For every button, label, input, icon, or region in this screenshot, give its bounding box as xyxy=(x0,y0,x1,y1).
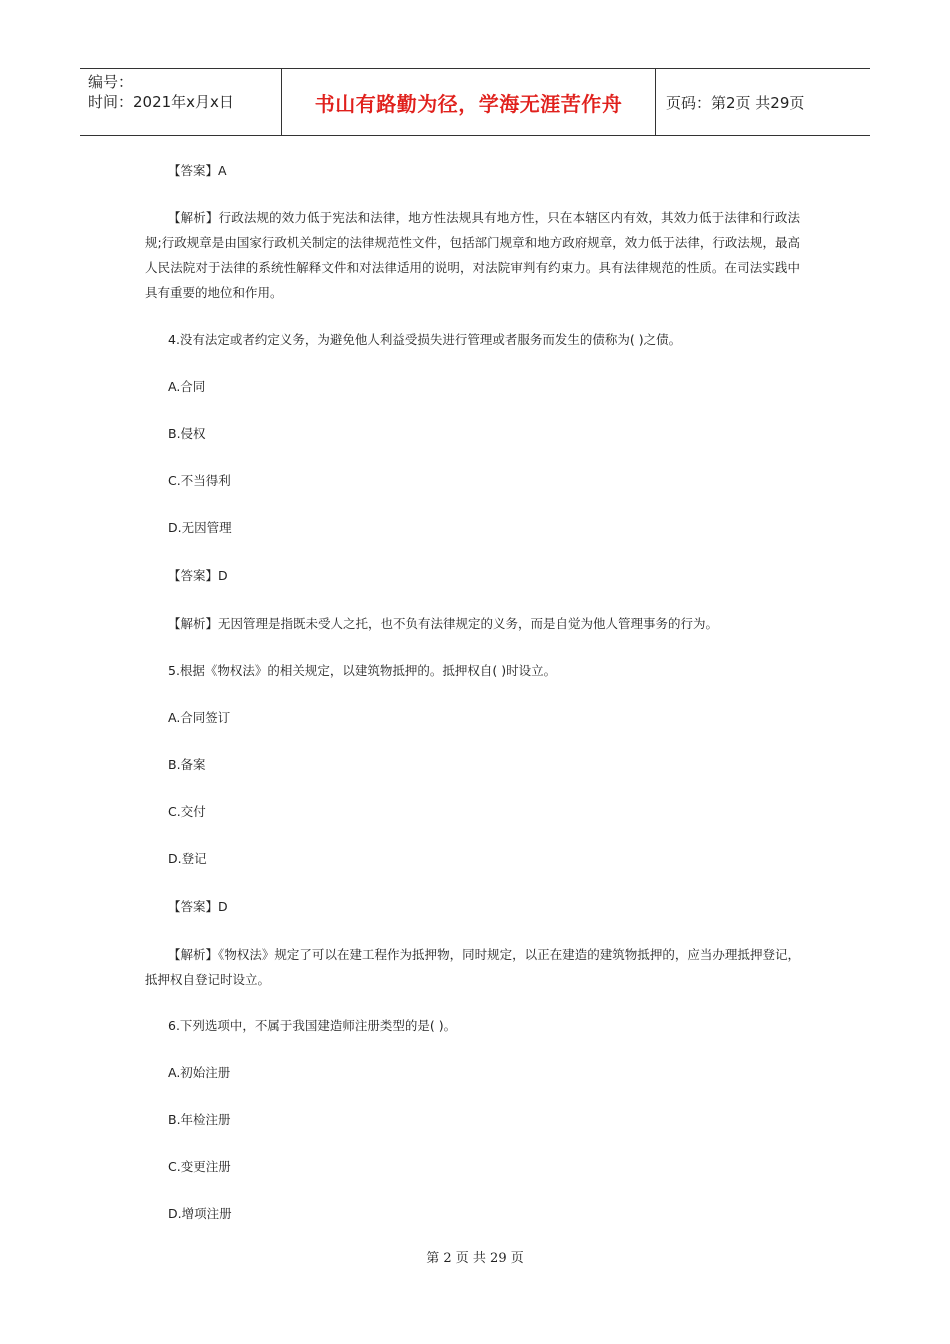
analysis-3: 【解析】行政法规的效力低于宪法和法律，地方性法规具有地方性，只在本辖区内有效，其效力低于法律和行政法规;行政规章是由国家行政机关制定的法律规范性文件，包括部门规章和地方政府规章，效力低于法律，行政法规，最高人民法院对于法律的系统性解释文件和对法律适用的说明，对法院审判有约束力。具有法律规范的性质。在司法实践中具有重要的地位和作用。 xyxy=(145,210,800,300)
q4-option-c: C.不当得利 xyxy=(168,473,231,488)
q5-option-a: A.合同签订 xyxy=(168,710,231,725)
header-motto: 书山有路勤为径，学海无涯苦作舟 xyxy=(314,91,623,116)
header-meta xyxy=(80,69,282,135)
header-page-info: 页码：第2页 共29页 xyxy=(666,93,805,112)
time-label: 时间：2021年x月x日 xyxy=(88,93,234,111)
answer-3: 【答案】A xyxy=(168,163,227,178)
number-label: 编号： xyxy=(88,73,134,91)
q5-option-c: C.交付 xyxy=(168,804,206,819)
q5-option-d: D.登记 xyxy=(168,851,207,866)
answer-4: 【答案】D xyxy=(168,568,228,583)
q6-option-a: A.初始注册 xyxy=(168,1065,231,1080)
q4-option-a: A.合同 xyxy=(168,379,206,394)
question-6: 6.下列选项中，不属于我国建造师注册类型的是( )。 xyxy=(168,1018,457,1033)
q4-option-d: D.无因管理 xyxy=(168,520,232,535)
analysis-4: 【解析】无因管理是指既未受人之托，也不负有法律规定的义务，而是自觉为他人管理事务的行为。 xyxy=(168,616,719,631)
q6-option-c: C.变更注册 xyxy=(168,1159,231,1174)
analysis-5: 【解析】《物权法》规定了可以在建工程作为抵押物，同时规定，以正在建造的建筑物抵押的，应当办理抵押登记，抵押权自登记时设立。 xyxy=(145,947,800,987)
q6-option-b: B.年检注册 xyxy=(168,1112,231,1127)
question-5: 5.根据《物权法》的相关规定，以建筑物抵押的。抵押权自( )时设立。 xyxy=(168,663,557,678)
header-motto-cell xyxy=(282,69,656,135)
q4-option-b: B.侵权 xyxy=(168,426,206,441)
q6-option-d: D.增项注册 xyxy=(168,1206,232,1221)
page-header xyxy=(80,68,870,136)
q5-option-b: B.备案 xyxy=(168,757,206,772)
page-footer: 第 2 页 共 29 页 xyxy=(426,1251,524,1266)
question-4: 4.没有法定或者约定义务，为避免他人利益受损失进行管理或者服务而发生的债称为( )之债。 xyxy=(168,332,682,347)
answer-5: 【答案】D xyxy=(168,899,228,914)
